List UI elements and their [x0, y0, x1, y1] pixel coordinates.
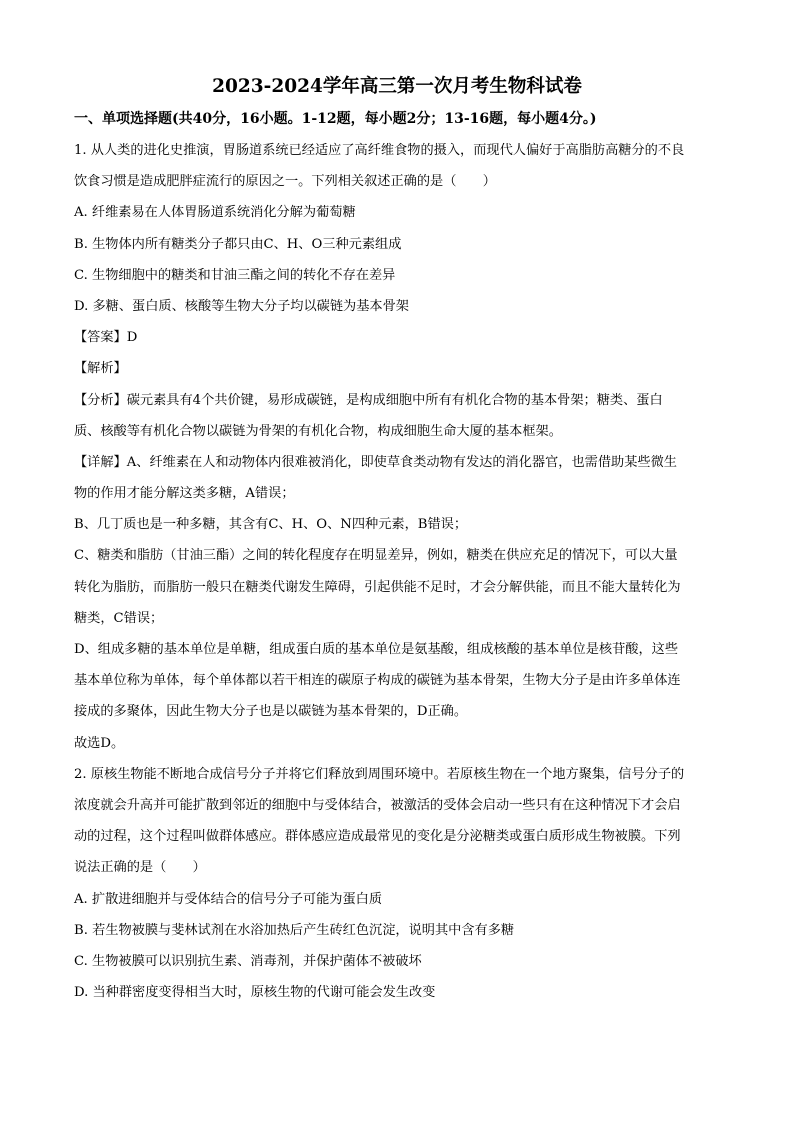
analysis-label: 【解析】: [74, 361, 127, 377]
question-stem-line: 说法正确的是（ ）: [74, 860, 206, 876]
question-stem-line: 2. 原核生物能不断地合成信号分子并将它们释放到周围环境中。若原核生物在一个地方聚集，信号分子的: [74, 766, 685, 782]
option-d: D. 多糖、蛋白质、核酸等生物大分子均以碳链为基本骨架: [74, 298, 409, 314]
option-c: C. 生物被膜可以识别抗生素、消毒剂，并保护菌体不被破坏: [74, 953, 422, 969]
answer-line: 【答案】D: [74, 330, 138, 346]
analysis-line: 接成的多聚体，因此生物大分子也是以碳链为基本骨架的，D正确。: [74, 704, 468, 720]
analysis-line: 质、核酸等有机化合物以碳链为骨架的有机化合物，构成细胞生命大厦的基本框架。: [74, 423, 562, 439]
question-stem-line: 动的过程，这个过程叫做群体感应。群体感应造成最常见的变化是分泌糖类或蛋白质形成生物被膜。下列: [74, 829, 681, 845]
question-stem-line: 饮食习惯是造成肥胖症流行的原因之一。下列相关叙述正确的是（ ）: [74, 174, 496, 190]
analysis-line: D、组成多糖的基本单位是单糖，组成蛋白质的基本单位是氨基酸，组成核酸的基本单位是核苷酸，这些: [74, 642, 679, 657]
option-c: C. 生物细胞中的糖类和甘油三酯之间的转化不存在差异: [74, 267, 396, 283]
analysis-line: 【详解】A、纤维素在人和动物体内很难被消化，即使草食类动物有发达的消化器官，也需借助某些微生: [74, 454, 677, 470]
option-a: A. 纤维素易在人体胃肠道系统消化分解为葡萄糖: [74, 205, 356, 221]
analysis-line: 转化为脂肪，而脂肪一般只在糖类代谢发生障碍，引起供能不足时，才会分解供能，而且不能大量转化为: [74, 579, 681, 595]
analysis-line: 故选D。: [74, 735, 125, 751]
analysis-line: 物的作用才能分解这类多糖，A错误；: [74, 486, 295, 502]
question-body: [74, 141, 724, 1014]
section-heading: 一、单项选择题(共40分，16小题。1-12题，每小题2分；13-16题，每小题4分。): [74, 111, 597, 127]
analysis-line: 糖类，C错误；: [74, 610, 164, 626]
question-stem-line: 1. 从人类的进化史推演，胃肠道系统已经适应了高纤维食物的摄入，而现代人偏好于高脂肪高糖分的不良: [74, 143, 685, 158]
option-b: B. 生物体内所有糖类分子都只由C、H、O三种元素组成: [74, 236, 402, 252]
option-b: B. 若生物被膜与斐林试剂在水浴加热后产生砖红色沉淀，说明其中含有多糖: [74, 922, 515, 938]
question-stem-line: 浓度就会升高并可能扩散到邻近的细胞中与受体结合，被激活的受体会启动一些只有在这种情况下才会启: [74, 797, 681, 813]
option-d: D. 当种群密度变得相当大时，原核生物的代谢可能会发生改变: [74, 985, 436, 1001]
option-a: A. 扩散进细胞并与受体结合的信号分子可能为蛋白质: [74, 891, 383, 907]
analysis-line: 【分析】碳元素具有4个共价键，易形成碳链，是构成细胞中所有有机化合物的基本骨架；糖类、蛋白: [74, 392, 663, 408]
analysis-line: 基本单位称为单体，每个单体都以若干相连的碳原子构成的碳链为基本骨架，生物大分子是由许多单体连: [74, 673, 681, 689]
page-title: 2023-2024学年高三第一次月考生物科试卷: [212, 76, 582, 97]
analysis-line: B、几丁质也是一种多糖，其含有C、H、O、N四种元素，B错误；: [74, 517, 468, 533]
analysis-line: C、糖类和脂肪（甘油三酯）之间的转化程度存在明显差异，例如，糖类在供应充足的情况下，可以大量: [74, 548, 678, 564]
